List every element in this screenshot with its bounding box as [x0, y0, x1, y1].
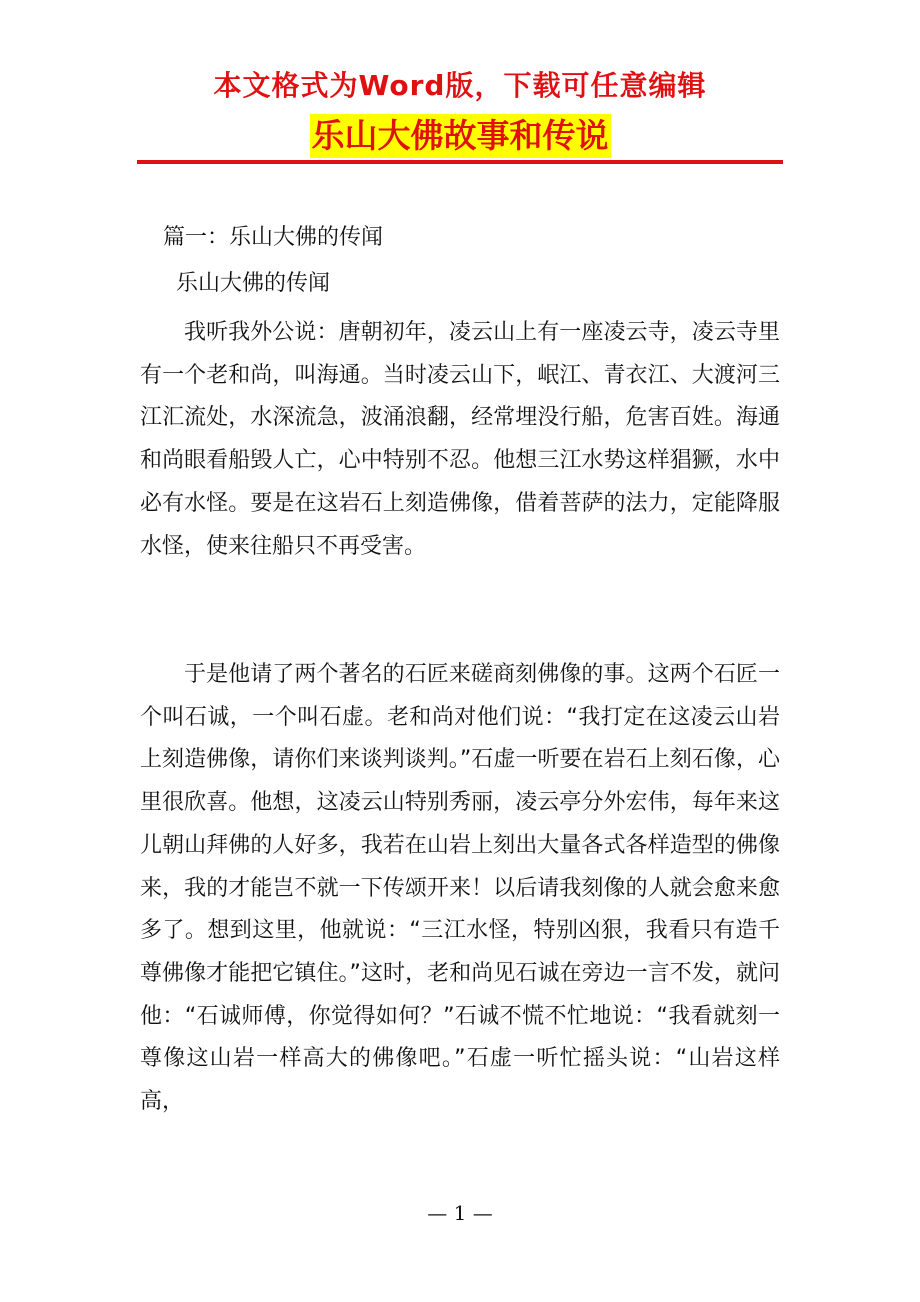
body-paragraph: 于是他请了两个著名的石匠来磋商刻佛像的事。这两个石匠一个叫石诚，一个叫石虚。老和尚对他们说：“我打定在这凌云山岩上刻造佛像，请你们来谈判谈判。”石虚一听要在岩石上刻石像，心里很欣喜。他想，这凌云山特别秀丽，凌云亭分外宏伟，每年来这儿朝山拜佛的人好多，我若在山岩上刻出大量各式各样造型的佛像来，我的才能岂不就一下传颂开来！以后请我刻像的人就会愈来愈多了。想到这里，他就说：“三江水怪，特别凶狠，我看只有造千尊佛像才能把它镇住。”这时，老和尚见石诚在旁边一言不发，就问他：“石诚师傅，你觉得如何？”石诚不慌不忙地说：“我看就刻一尊像这山岩一样高大的佛像吧。”石虚一听忙摇头说：“山岩这样高， [140, 662, 780, 1115]
body-paragraph: 我听我外公说：唐朝初年，凌云山上有一座凌云寺，凌云寺里有一个老和尚，叫海通。当时凌云山下，岷江、青衣江、大渡河三江汇流处，水深流急，波涌浪翻，经常埋没行船，危害百姓。海通和尚眼看船毁人亡，心中特别不忍。他想三江水势这样猖獗，水中必有水怪。要是在这岩石上刻造佛像，借着菩萨的法力，定能降服水怪，使来往船只不再受害。 [140, 320, 780, 559]
title-divider [137, 160, 783, 164]
article-subheading: 乐山大佛的传闻 [176, 271, 331, 296]
section-heading: 篇一：乐山大佛的传闻 [163, 225, 384, 250]
title-container [0, 114, 920, 158]
page-number: — 1 — [427, 1201, 493, 1225]
document-title: 乐山大佛故事和传说 [310, 114, 611, 158]
format-notice: 本文格式为Word版，下载可任意编辑 [213, 69, 707, 102]
